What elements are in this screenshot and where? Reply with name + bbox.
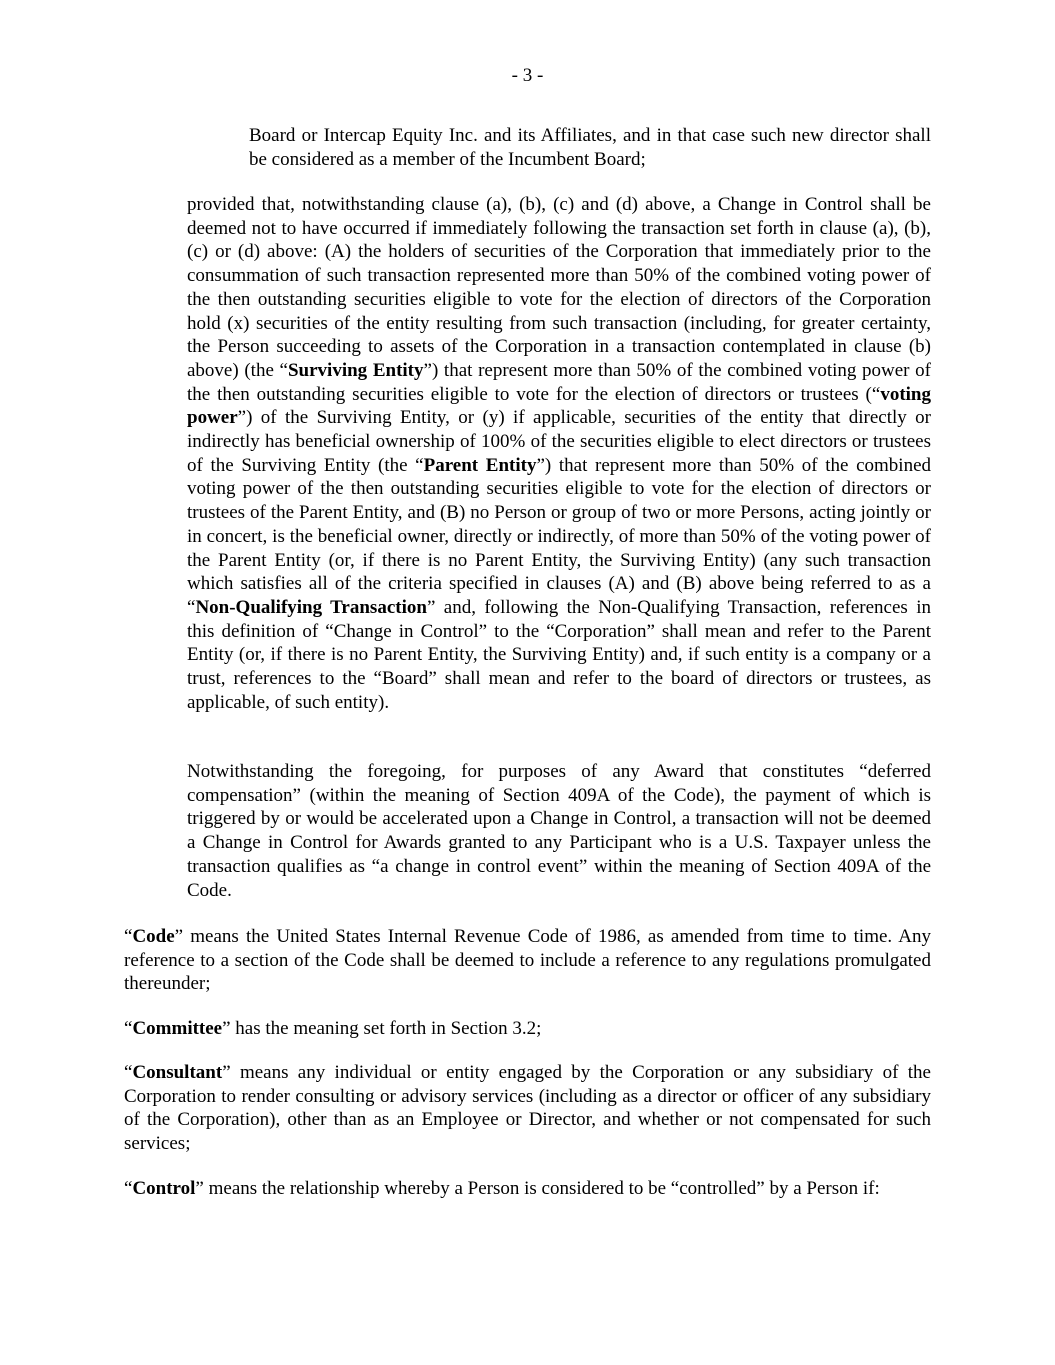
term-surviving-entity: Surviving Entity [287, 359, 424, 381]
notwithstanding-paragraph: Notwithstanding the foregoing, for purposes of any Award that constitutes “deferred compensation” (within the meaning of Section 409A of the Code), the payment of which is triggered by or would be accelerated upon a Change in Control, a transaction will not be deemed a Change in Control for Awards granted to any Participant who is a U.S. Taxpayer unless the transaction qualifies as “a change in control event” within the meaning of Section 409A of the Code. [187, 761, 931, 901]
proviso-text-1: provided that, notwithstanding clause (a), (b), (c) and (d) above, a Change in Control shall be deemed not to have occurred if immediately following the transaction set forth in clause (a), (b), (c) or (d) above: (A) the holders of securities of the Corporation that immediately prior to the consummation of such transaction represented more than 50% of the combined voting power of the then outstanding securities eligible to vote for the election of directors of the Corporation hold (x) securities of the entity resulting from such transaction (including, for greater certainty, the Person succeeding to assets of the Corporation in a transaction contemplated in clause (b) above) (the “ [187, 194, 931, 381]
page-number: - 3 - [511, 65, 544, 86]
open-quote: “ [124, 1178, 133, 1199]
definition-committee-text: ” has the meaning set forth in Section 3.2; [222, 1018, 542, 1039]
definition-consultant [124, 1061, 931, 1156]
definition-code [124, 925, 931, 996]
term-consultant: Consultant [132, 1062, 223, 1083]
term-control: Control [132, 1178, 196, 1199]
term-non-qualifying-transaction: Non-Qualifying Transaction [195, 596, 427, 618]
proviso-text-5: ” and, following the Non-Qualifying Transaction, references in this definition of “Change in Control” to the “Corporation” shall mean and refer to the Parent Entity (or, if there is no Parent Entity, the Surviving Entity) and, if such entity is a company or a trust, references to the “Board” shall mean and refer to the board of directors or trustees, as applicable, of such entity). [187, 596, 931, 713]
proviso-paragraph [187, 193, 931, 714]
term-voting-power: voting power [187, 383, 931, 429]
definition-control-text: ” means the relationship whereby a Person is considered to be “controlled” by a Person if: [195, 1178, 880, 1199]
open-quote: “ [124, 926, 133, 947]
proviso-text-4: ”) that represent more than 50% of the combined voting power of the then outstanding securities eligible to vote for the election of directors or trustees of the Parent Entity, and (B) no Person or group of two or more Persons, acting jointly or in concert, is the beneficial owner, directly or indirectly, of more than 50% of the voting power of the Parent Entity (or, if there is no Parent Entity, the Surviving Entity) (any such transaction which satisfies all of the criteria specified in clauses (A) and (B) above being referred to as a “ [187, 454, 931, 618]
term-committee: Committee [132, 1018, 223, 1039]
term-code: Code [132, 926, 175, 947]
continued-clause-text: Board or Intercap Equity Inc. and its Affiliates, and in that case such new director shall be considered as a member of the Incumbent Board; [249, 125, 931, 170]
proviso-text-3: ”) of the Surviving Entity, or (y) if applicable, securities of the entity that directly or indirectly has beneficial ownership of 100% of the securities eligible to elect directors or trustees of the Surviving Entity (the “ [187, 407, 931, 476]
definition-code-text: ” means the United States Internal Revenue Code of 1986, as amended from time to time. Any reference to a section of the Code shall be deemed to include a reference to any regulations promulgated thereunder; [124, 926, 931, 995]
open-quote: “ [124, 1018, 133, 1039]
definition-control [124, 1177, 931, 1201]
term-parent-entity: Parent Entity [423, 454, 537, 476]
open-quote: “ [124, 1062, 133, 1083]
definition-committee [124, 1017, 931, 1041]
proviso-text-2: ”) that represent more than 50% of the combined voting power of the then outstanding securities eligible to vote for the election of directors or trustees (“ [187, 359, 931, 405]
definition-consultant-text: ” means any individual or entity engaged by the Corporation or any subsidiary of the Corporation to render consulting or advisory services (including as a director or officer of any subsidiary of the Corporation), other than as an Employee or Director, and whether or not compensated for such services; [124, 1062, 931, 1155]
